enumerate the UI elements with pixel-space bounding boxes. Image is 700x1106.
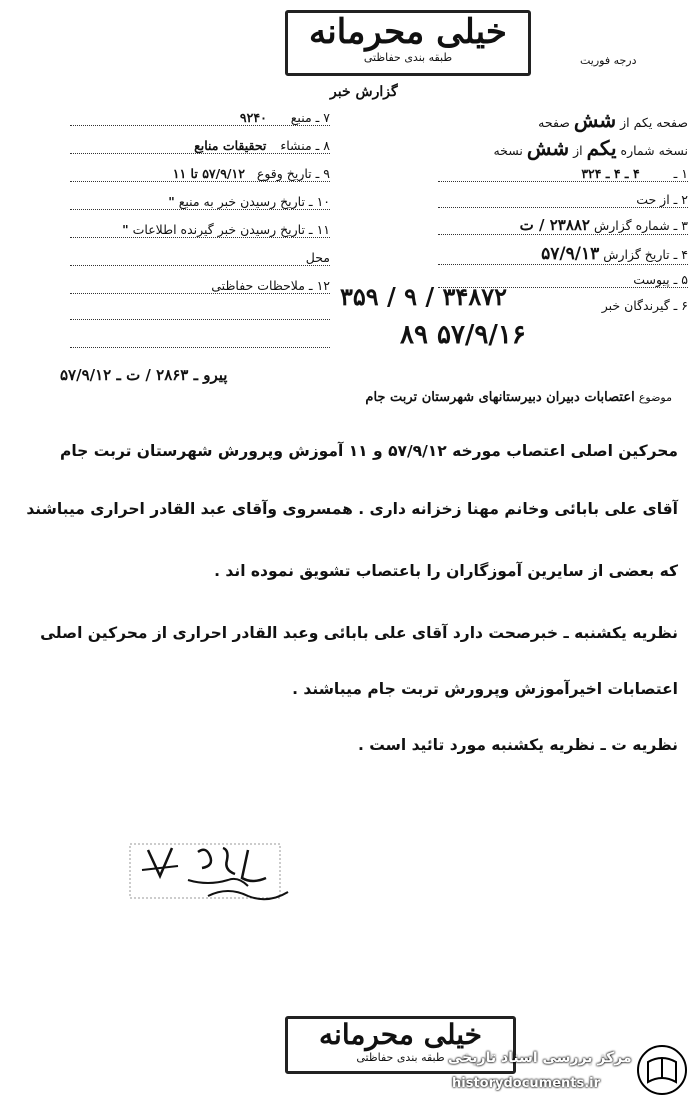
- blank-line-2: [70, 346, 330, 348]
- subject-line: [172, 390, 672, 405]
- pages-label: صفحه یکم از: [620, 115, 688, 130]
- copies-total: شش: [526, 136, 570, 160]
- field-11: [70, 222, 330, 238]
- body-line-6: نظریه ت ـ نظریه یکشنبه مورد تائید است .: [357, 736, 678, 754]
- field-6-label: ۶ ـ گیرندگان خبر: [601, 298, 688, 313]
- copies-field: [428, 136, 688, 160]
- field-3-value: ۲۳۸۸۲ / ت: [519, 216, 590, 234]
- stamp-main-text: خیلی محرمانه: [309, 12, 507, 52]
- pages-field: [428, 108, 688, 132]
- body-line-5: اعتصابات اخیرآموزش وپرورش تربت جام میباشند .: [292, 680, 678, 698]
- pages-suffix: صفحه: [538, 115, 570, 130]
- body-line-2: آقای علی بابائی وخانم مهنا زخزانه داری . همسروی وآقای عبد القادر احراری میباشند: [26, 500, 678, 518]
- watermark-name: مرکز بررسی اسناد تاریخی: [448, 1050, 632, 1066]
- field-1-label: ۱ ـ: [673, 166, 688, 181]
- field-1-value: ۴ ـ ۴ ـ ۳۲۴: [581, 166, 640, 181]
- field-2: [438, 192, 688, 208]
- archive-logo-icon: [636, 1044, 688, 1096]
- copies-suffix: نسخه: [493, 143, 523, 158]
- classification-stamp-top: [285, 10, 531, 76]
- blank-line-1: [70, 318, 330, 320]
- copies-label: نسخه شماره: [620, 143, 688, 158]
- form-title: گزارش خبر: [330, 84, 398, 100]
- field-9-value: ۵۷/۹/۱۲ تا ۱۱: [172, 166, 245, 181]
- reference-line: پیرو ـ ۲۸۶۳ / ت ـ ۵۷/۹/۱۲: [60, 366, 228, 384]
- field-8: [70, 138, 330, 154]
- field-12-label: ۱۲ ـ ملاحظات حفاظتی: [211, 278, 330, 293]
- subject-text: اعتصابات دبیران دبیرستانهای شهرستان تربت جام: [365, 390, 635, 405]
- field-11-label: ۱۱ ـ تاریخ رسیدن خبر گیرنده اطلاعات: [132, 222, 330, 237]
- body-line-3: که بعضی از سایرین آموزگاران را باعتصاب تشویق نموده اند .: [214, 562, 678, 580]
- field-10-label: ۱۰ ـ تاریخ رسیدن خبر به منبع: [178, 194, 330, 209]
- field-10-value: ": [168, 194, 175, 209]
- field-7: [70, 110, 330, 126]
- copies-value: یکم: [586, 136, 617, 160]
- body-line-4: نظریه یکشنبه ـ خبرصحت دارد آقای علی بابائی وعبد القادر احراری از محرکین اصلی: [40, 624, 678, 642]
- field-9-label: ۹ ـ تاریخ وقوع: [256, 166, 330, 181]
- field-3-label: ۳ ـ شماره گزارش: [593, 218, 688, 233]
- field-7-label: ۷ ـ منبع: [290, 110, 330, 125]
- field-10: [70, 194, 330, 210]
- stamp-sub-text: طبقه بندی حفاظتی: [363, 51, 453, 64]
- field-4-label: ۴ ـ تاریخ گزارش: [603, 247, 688, 262]
- field-2-label: ۲ ـ از حت: [636, 192, 688, 207]
- field-12: [70, 278, 330, 294]
- recipients-line-1: ۳۴۸۷۲ / ۹ / ۳۵۹: [340, 282, 507, 311]
- watermark-url: historydocuments.ir: [452, 1076, 601, 1091]
- field-11-value: ": [122, 222, 129, 237]
- place-field: [70, 250, 330, 266]
- recipients-line-2: ۵۷/۹/۱۶ ۸۹: [400, 320, 526, 350]
- field-7-value: ۹۲۴۰: [239, 110, 267, 125]
- field-3: [438, 216, 688, 235]
- pages-value: شش: [573, 108, 617, 132]
- handwritten-signature: [128, 840, 318, 910]
- body-line-1: محرکین اصلی اعتصاب مورخه ۵۷/۹/۱۲ و ۱۱ آموزش وپرورش شهرستان تربت جام: [59, 442, 678, 460]
- field-8-value: تحقیقات منابع: [194, 138, 267, 153]
- subject-label: موضوع: [638, 391, 672, 404]
- place-label: محل: [305, 250, 330, 265]
- field-1: [438, 166, 688, 182]
- field-8-label: ۸ ـ منشاء: [280, 138, 330, 153]
- field-9: [70, 166, 330, 182]
- field-6: [568, 298, 688, 313]
- stamp-bottom-main-text: خیلی محرمانه: [319, 1018, 482, 1051]
- field-5-label: ۵ ـ پیوست: [633, 272, 688, 287]
- urgency-label: درجه فوریت: [580, 54, 637, 67]
- field-4: [438, 244, 688, 265]
- stamp-bottom-sub-text: طبقه بندی حفاظتی: [356, 1051, 445, 1064]
- field-4-value: ۵۷/۹/۱۳: [541, 244, 600, 264]
- copies-of: از: [573, 143, 583, 158]
